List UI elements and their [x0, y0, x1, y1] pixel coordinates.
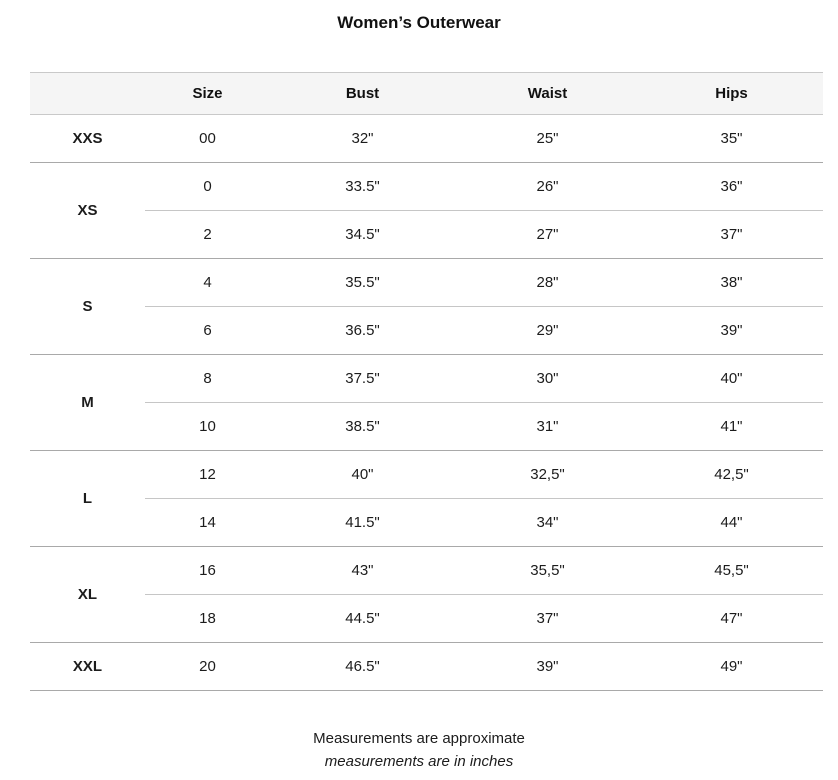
cell-hips: 41" [640, 403, 823, 451]
cell-size: 00 [145, 115, 270, 163]
cell-bust: 34.5" [270, 211, 455, 259]
cell-size: 16 [145, 547, 270, 595]
cell-size: 8 [145, 355, 270, 403]
cell-waist: 37" [455, 595, 640, 643]
cell-bust: 43" [270, 547, 455, 595]
cell-bust: 41.5" [270, 499, 455, 547]
cell-waist: 27" [455, 211, 640, 259]
table-row [30, 643, 823, 691]
cell-size: 0 [145, 163, 270, 211]
column-header-size: Size [145, 73, 270, 115]
cell-waist: 31" [455, 403, 640, 451]
footer-note-line2: measurements are in inches [324, 753, 514, 770]
size-group-label-l: L [30, 451, 145, 547]
cell-bust: 35.5" [270, 259, 455, 307]
cell-bust: 33.5" [270, 163, 455, 211]
table-row [30, 595, 823, 643]
cell-waist: 32,5" [455, 451, 640, 499]
column-header-bust: Bust [270, 73, 455, 115]
table-row [30, 115, 823, 163]
cell-hips: 47" [640, 595, 823, 643]
cell-hips: 49" [640, 643, 823, 691]
table-body [30, 115, 823, 691]
cell-size: 20 [145, 643, 270, 691]
table-row [30, 403, 823, 451]
table-row [30, 499, 823, 547]
cell-hips: 35" [640, 115, 823, 163]
cell-hips: 38" [640, 259, 823, 307]
cell-waist: 28" [455, 259, 640, 307]
cell-waist: 34" [455, 499, 640, 547]
cell-hips: 44" [640, 499, 823, 547]
cell-hips: 37" [640, 211, 823, 259]
cell-hips: 45,5" [640, 547, 823, 595]
cell-bust: 37.5" [270, 355, 455, 403]
cell-hips: 40" [640, 355, 823, 403]
cell-size: 14 [145, 499, 270, 547]
cell-size: 6 [145, 307, 270, 355]
cell-waist: 39" [455, 643, 640, 691]
size-group-label-xl: XL [30, 547, 145, 643]
table-row [30, 307, 823, 355]
table-header [30, 73, 823, 115]
table-row [30, 451, 823, 499]
cell-waist: 35,5" [455, 547, 640, 595]
cell-hips: 39" [640, 307, 823, 355]
cell-size: 4 [145, 259, 270, 307]
size-group-label-xxs: XXS [30, 115, 145, 163]
table-row [30, 211, 823, 259]
cell-waist: 25" [455, 115, 640, 163]
column-header-group [30, 73, 145, 115]
cell-bust: 36.5" [270, 307, 455, 355]
size-group-label-xs: XS [30, 163, 145, 259]
size-group-label-m: M [30, 355, 145, 451]
header-row [30, 73, 823, 115]
column-header-waist: Waist [455, 73, 640, 115]
cell-waist: 29" [455, 307, 640, 355]
cell-hips: 36" [640, 163, 823, 211]
table-row [30, 259, 823, 307]
cell-bust: 46.5" [270, 643, 455, 691]
size-group-label-xxl: XXL [30, 643, 145, 691]
cell-bust: 32" [270, 115, 455, 163]
cell-waist: 26" [455, 163, 640, 211]
cell-size: 12 [145, 451, 270, 499]
column-header-hips: Hips [640, 73, 823, 115]
table-row [30, 163, 823, 211]
table-row [30, 547, 823, 595]
size-chart-table [30, 72, 823, 691]
cell-size: 18 [145, 595, 270, 643]
size-group-label-s: S [30, 259, 145, 355]
page-title: Women’s Outerwear [337, 13, 501, 32]
cell-waist: 30" [455, 355, 640, 403]
cell-size: 10 [145, 403, 270, 451]
cell-size: 2 [145, 211, 270, 259]
table-row [30, 355, 823, 403]
cell-bust: 40" [270, 451, 455, 499]
footer-note-line1: Measurements are approximate [313, 730, 525, 747]
footer-note [0, 727, 838, 773]
cell-bust: 44.5" [270, 595, 455, 643]
cell-hips: 42,5" [640, 451, 823, 499]
cell-bust: 38.5" [270, 403, 455, 451]
